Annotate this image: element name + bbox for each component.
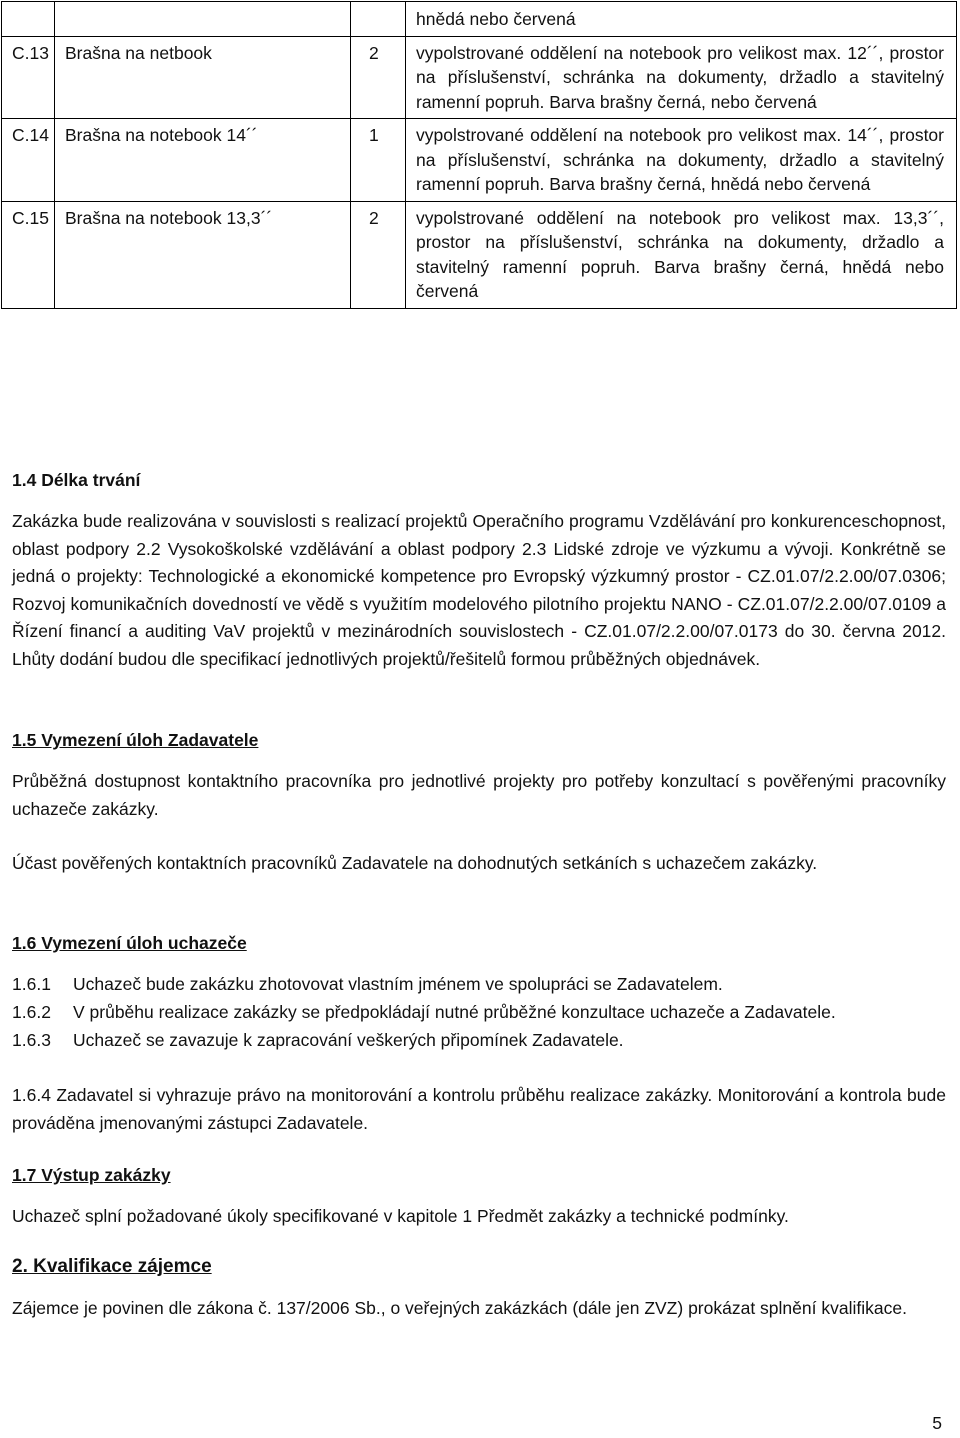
table-row <box>2 2 957 37</box>
item-code: C.14 <box>2 119 55 202</box>
item-description: vypolstrované oddělení na notebook pro velikost max. 13,3´´, prostor na příslušenství, schránka na dokumenty, držadlo a stavitelný ramenní popruh. Barva brašny černá, hnědá nebo červená <box>406 201 957 308</box>
list-item-1-6-4 <box>12 1081 946 1137</box>
table-row <box>2 36 957 119</box>
list-item-text: Uchazeč bude zakázku zhotovovat vlastním jménem ve spolupráci se Zadavatelem. <box>73 974 723 994</box>
list-item-number: 1.6.2 <box>12 1002 51 1022</box>
section-1-6-heading: 1.6 Vymezení úloh uchazeče <box>12 933 247 953</box>
table-row <box>2 119 957 202</box>
item-quantity: 2 <box>351 36 406 119</box>
section-2-text: Zájemce je povinen dle zákona č. 137/2006 Sb., o veřejných zakázkách (dále jen ZVZ) prokázat splnění kvalifikace. <box>12 1298 907 1318</box>
section-2-heading: 2. Kvalifikace zájemce <box>12 1256 212 1277</box>
item-code: C.15 <box>2 201 55 308</box>
list-item-number: 1.6.3 <box>12 1030 51 1050</box>
list-item <box>12 998 946 1026</box>
section-1-5-paragraph-1: Průběžná dostupnost kontaktního pracovníka pro jednotlivé projekty pro potřeby konzultací s pověřenými pracovníky uchazeče zakázky. <box>12 771 946 819</box>
item-code <box>2 2 55 37</box>
section-1-4-text: Zakázka bude realizována v souvislosti s realizací projektů Operačního programu Vzdělávání pro konkurenceschopnost, oblast podpory 2.2 Vysokoškolské vzdělávání a oblast podpory 2.3 Lidské zdroje ve výzkumu a vývoji. Konkrétně se jedná o projekty: Technologické a ekonomické kompetence pro Evropský výzkumný prostor - CZ.01.07/2.2.00/07.0306; Rozvoj komunikačních dovedností ve vědě s využitím modelového pilotního projektu NANO - CZ.01.07/2.2.00/07.0109 a Řízení financí a auditing VaV projektů v mezinárodních souvislostech - CZ.01.07/2.2.00/07.0173 do 30. června 2012. Lhůty dodání budou dle specifikací jednotlivých projektů/řešitelů formou průběžných objednávek. <box>12 511 946 669</box>
item-quantity: 2 <box>351 201 406 308</box>
list-item-text: Zadavatel si vyhrazuje právo na monitorování a kontrolu průběhu realizace zakázky. Monitorování a kontrola bude prováděna jmenovanými zástupci Zadavatele. <box>12 1085 946 1133</box>
list-item <box>12 1026 946 1054</box>
list-item-number: 1.6.1 <box>12 974 51 994</box>
section-1-5-paragraph-2: Účast pověřených kontaktních pracovníků Zadavatele na dohodnutých setkáních s uchazečem zakázky. <box>12 853 818 873</box>
section-1-4-heading: 1.4 Délka trvání <box>12 470 141 490</box>
item-description: vypolstrované oddělení na notebook pro velikost max. 12´´, prostor na příslušenství, schránka na dokumenty, držadlo a stavitelný ramenní popruh. Barva brašny černá, nebo červená <box>406 36 957 119</box>
section-1-6-list <box>12 970 946 1054</box>
item-quantity: 1 <box>351 119 406 202</box>
list-item-text: V průběhu realizace zakázky se předpokládají nutné průběžné konzultace uchazeče a Zadavatele. <box>73 1002 836 1022</box>
page-number: 5 <box>932 1413 942 1433</box>
item-description: vypolstrované oddělení na notebook pro velikost max. 14´´, prostor na příslušenství, schránka na dokumenty, držadlo a stavitelný ramenní popruh. Barva brašny černá, hnědá nebo červená <box>406 119 957 202</box>
item-name: Brašna na notebook 13,3´´ <box>55 201 351 308</box>
item-quantity <box>351 2 406 37</box>
items-table <box>1 1 957 309</box>
table-row <box>2 201 957 308</box>
list-item-text: Uchazeč se zavazuje k zapracování veškerých připomínek Zadavatele. <box>73 1030 624 1050</box>
item-code: C.13 <box>2 36 55 119</box>
section-1-7-heading: 1.7 Výstup zakázky <box>12 1165 171 1185</box>
section-1-5-heading: 1.5 Vymezení úloh Zadavatele <box>12 730 259 750</box>
list-item <box>12 970 946 998</box>
item-name <box>55 2 351 37</box>
section-1-7-text: Uchazeč splní požadované úkoly specifikované v kapitole 1 Předmět zakázky a technické podmínky. <box>12 1206 789 1226</box>
list-item-number: 1.6.4 <box>12 1085 51 1105</box>
item-description: hnědá nebo červená <box>406 2 957 37</box>
item-name: Brašna na netbook <box>55 36 351 119</box>
item-name: Brašna na notebook 14´´ <box>55 119 351 202</box>
